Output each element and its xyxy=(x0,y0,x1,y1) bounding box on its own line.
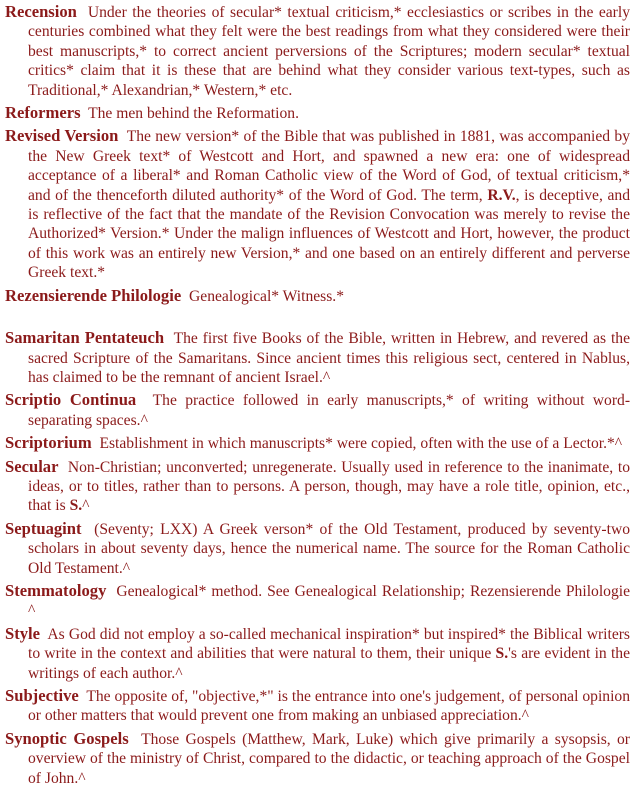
entry-definition: As God did not employ a so-called mechanical inspiration* but inspired* the Biblical writers to write in the context and abilities that were natural to them, their unique xyxy=(28,625,630,663)
glossary-entry-rezensierende-philologie xyxy=(5,286,630,306)
entry-definition: The men behind the Reformation. xyxy=(88,105,299,123)
glossary-entry-stemmatology xyxy=(5,581,630,621)
entry-definition: Establishment in which manuscripts* were copied, often with the use of a Lector.*^ xyxy=(99,435,623,453)
glossary-entry-septuagint xyxy=(5,519,630,578)
section-gap xyxy=(5,309,630,328)
glossary-entry-scriptio-continua xyxy=(5,390,630,430)
glossary-entry-subjective xyxy=(5,686,630,726)
entry-term: Scriptorium xyxy=(5,433,92,453)
entry-definition: The first five Books of the Bible, written in Hebrew, and revered as the sacred Scripture of the Samaritans. Since ancient times this religious sect, centered in Nablus, has claimed to be the remnant of ancient Israel.^ xyxy=(28,330,631,386)
entry-definition: Genealogical* Witness.* xyxy=(189,287,344,305)
glossary-entry-recension xyxy=(5,2,630,100)
glossary-entry-style xyxy=(5,624,630,683)
glossary-entry-synoptic-gospels xyxy=(5,729,630,788)
entry-abbreviation: S. xyxy=(495,645,509,663)
entry-term: Style xyxy=(5,623,41,643)
glossary-entry-revised-version xyxy=(5,126,630,282)
entry-term: Subjective xyxy=(5,686,79,705)
entry-abbreviation: R.V. xyxy=(487,186,516,204)
glossary-entry-scriptorium xyxy=(5,433,630,453)
entry-definition: Non-Christian; unconverted; unregenerate. Usually used in reference to the inanimate, to ideas, or to titles, rather than to persons. A person, though, may have a role title, opinion, etc., that is xyxy=(28,458,631,515)
entry-definition: The practice followed in early manuscripts,* of writing without word-separating spaces.^ xyxy=(28,392,631,429)
glossary-entry-reformers xyxy=(5,103,630,123)
entry-definition: The opposite of, "objective,*" is the entrance into one's judgement, of personal opinion or other matters that would prevent one from making an unbiased appreciation.^ xyxy=(28,688,630,725)
entry-definition: Under the theories of secular* textual criticism,* ecclesiastics or scribes in the early centuries combined what they felt were the best readings from what they considered were their best manuscripts,* to correct ancient perversions of the Scriptures; modern secular* textual critics* claim that it is these that are behind what they consider various text-types, such as Traditional,* Alexandrian,* Western,* etc. xyxy=(28,4,631,99)
entry-definition: Genealogical* method. See Genealogical Relationship; Rezensierende Philologie ^ xyxy=(28,582,630,620)
entry-term: Revised Version xyxy=(5,126,119,146)
entry-definition-continued: ^ xyxy=(82,497,90,515)
entry-definition: (Seventy; LXX) A Greek verson* of the Old Testament, produced by seventy-two scholars in about seventy days, hence the numerical name. The source for the Roman Catholic Old Testament.^ xyxy=(28,520,630,577)
entry-term: Recension xyxy=(5,2,77,21)
entry-abbreviation: S. xyxy=(69,497,83,515)
entry-term: Reformers xyxy=(5,103,81,123)
entry-definition: Those Gospels (Matthew, Mark, Luke) which give primarily a sysopsis, or overview of the ministry of Christ, compared to the didactic, or teaching approach of the Gospel of John.^ xyxy=(28,730,631,787)
entry-term: Synoptic Gospels xyxy=(5,728,129,748)
entry-term: Scriptio Continua xyxy=(5,390,137,410)
entry-definition-continued: , is deceptive, and is reflective of the fact that the mandate of the Revision Convocation was merely to revise the Authorized* Version.* Under the malign influences of Westcott and Hort, however, the product of this work was an entirely new Version,* and one based on an entirely different and perverse Greek text.* xyxy=(28,186,630,282)
entry-term: Samaritan Pentateuch xyxy=(5,328,165,348)
entry-term: Secular xyxy=(5,456,59,476)
entry-term: Septuagint xyxy=(5,518,82,538)
entry-definition: The new version* of the Bible that was published in 1881, was accompanied by the New Greek text* of Westcott and Hort, and spawned a new era: one of widespread acceptance of a liberal* and Roman Catholic view of the Word of God, of textual criticism,* and of the thenceforth diluted authority* of the Word of God. The term, xyxy=(28,128,630,204)
glossary-entry-samaritan-pentateuch xyxy=(5,328,630,387)
entry-term: Rezensierende Philologie xyxy=(5,285,182,305)
entry-term: Stemmatology xyxy=(5,580,107,600)
glossary-entry-secular xyxy=(5,457,630,516)
entry-definition-continued: 's are evident in the writings of each author.^ xyxy=(28,645,630,682)
